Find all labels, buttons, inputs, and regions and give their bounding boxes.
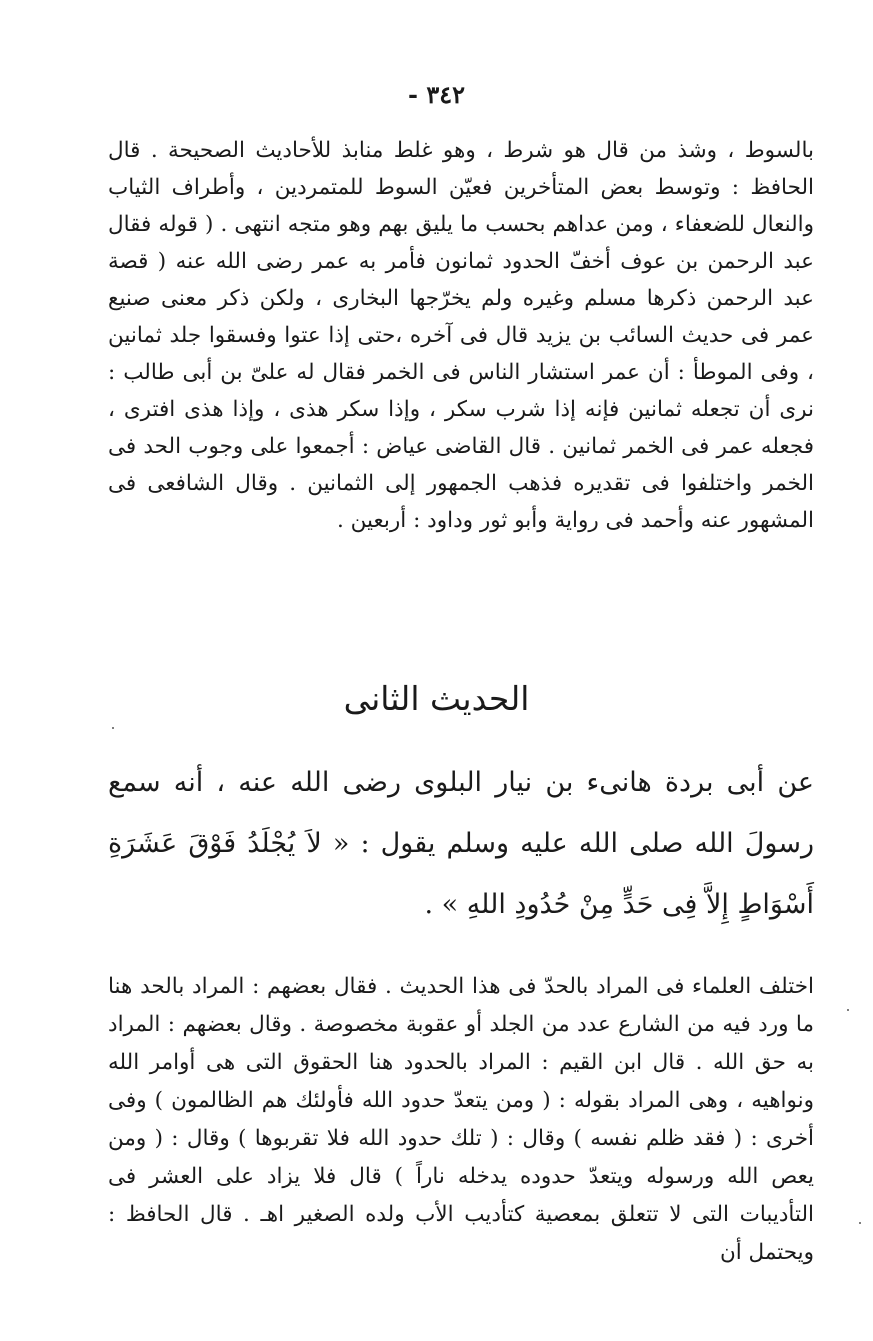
section-heading: الحديث الثانى [343, 679, 530, 718]
commentary-bottom [108, 968, 814, 1272]
print-speck [859, 1222, 861, 1224]
hadith-paragraph: عن أبى بردة هانىء بن نيار البلوى رضى الله عنه ، أنه سمع رسولَ الله صلى الله عليه وسلم يقول : « لاَ يُجْلَدُ فَوْقَ عَشَرَةِ أَسْوَاطٍ إِلاَّ فِى حَدٍّ مِنْ حُدُودِ اللهِ » . [108, 767, 814, 920]
page-number: ٣٤٢ - [408, 80, 465, 109]
print-speck [112, 727, 114, 729]
commentary-top [108, 132, 814, 539]
commentary-bottom-paragraph: اختلف العلماء فى المراد بالحدّ فى هذا الحديث . فقال بعضهم : المراد بالحد هنا ما ورد فيه من الشارع عدد من الجلد أو عقوبة مخصوصة . وقال بعضهم : المراد به حق الله . قال ابن القيم : المراد بالحدود هنا الحقوق التى هى أوامر الله ونواهيه ، وهى المراد بقوله : ( ومن يتعدّ حدود الله فأولئك هم الظالمون ) وفى أخرى : ( فقد ظلم نفسه ) وقال : ( تلك حدود الله فلا تقربوها ) وقال : ( ومن يعص الله ورسوله ويتعدّ حدوده يدخله ناراً ) قال فلا يزاد على العشر فى التأديبات التى لا تتعلق بمعصية كتأديب الأب ولده الصغير اهـ . قال الحافظ : ويحتمل أن [108, 974, 814, 1265]
hadith-text [108, 752, 814, 935]
commentary-top-paragraph: بالسوط ، وشذ من قال هو شرط ، وهو غلط منابذ للأحاديث الصحيحة . قال الحافظ : وتوسط بعض المتأخرين فعيّن السوط للمتمردين ، وأطراف الثياب والنعال للضعفاء ، ومن عداهم بحسب ما يليق بهم وهو متجه انتهى . ( قوله فقال عبد الرحمن بن عوف أخفّ الحدود ثمانون فأمر به عمر رضى الله عنه ( قصة عبد الرحمن ذكرها مسلم وغيره ولم يخرّجها البخارى ، ولكن ذكر معنى صنيع عمر فى حديث السائب بن يزيد قال فى آخره ،حتى إذا عتوا وفسقوا جلد ثمانين ، وفى الموطأ : أن عمر استشار الناس فى الخمر فقال له علىّ بن أبى طالب : نرى أن تجعله ثمانين فإنه إذا شرب سكر ، وإذا سكر هذى ، وإذا هذى افترى ، فجعله عمر فى الخمر ثمانين . قال القاضى عياض : أجمعوا على وجوب الحد فى الخمر واختلفوا فى تقديره فذهب الجمهور إلى الثمانين . وقال الشافعى فى المشهور عنه وأحمد فى رواية وأبو ثور وداود : أربعين . [108, 138, 814, 533]
print-speck [847, 1009, 849, 1011]
